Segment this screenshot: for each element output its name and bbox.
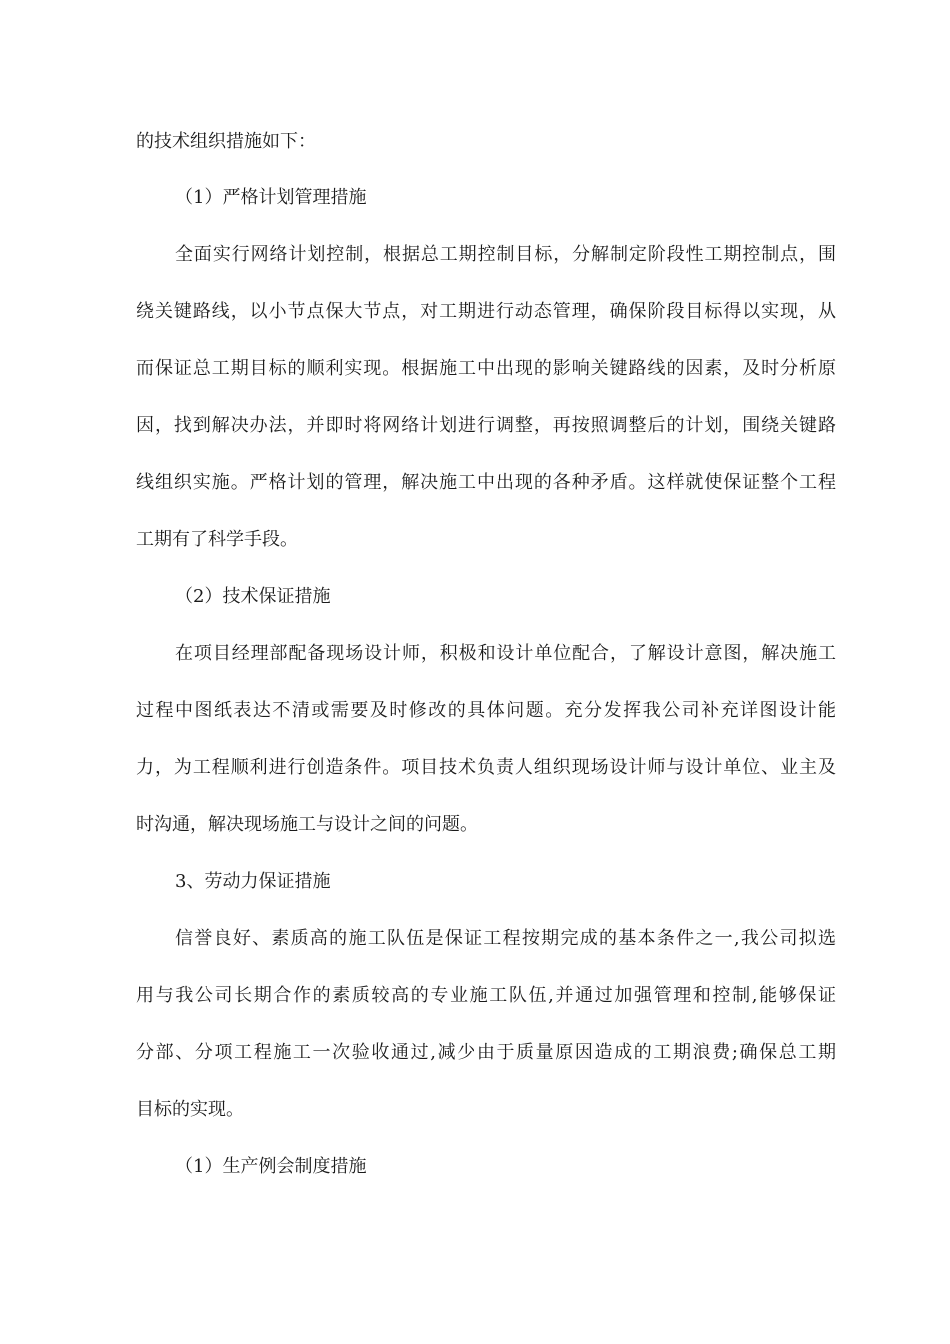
paragraph-line: 用与我公司长期合作的素质较高的专业施工队伍,并通过加强管理和控制,能够保证 bbox=[136, 985, 836, 1006]
paragraph-line: 分部、分项工程施工一次验收通过,减少由于质量原因造成的工期浪费;确保总工期 bbox=[136, 1042, 836, 1063]
section-heading-plan-management: （1）严格计划管理措施 bbox=[175, 187, 367, 208]
paragraph-line: 目标的实现。 bbox=[136, 1099, 244, 1120]
paragraph-line: 而保证总工期目标的顺利实现。根据施工中出现的影响关键路线的因素，及时分析原 bbox=[136, 358, 836, 379]
section-heading-labor-guarantee: 3、劳动力保证措施 bbox=[175, 871, 331, 892]
paragraph-line: 全面实行网络计划控制，根据总工期控制目标，分解制定阶段性工期控制点，围 bbox=[175, 244, 836, 265]
paragraph-line: 力，为工程顺利进行创造条件。项目技术负责人组织现场设计师与设计单位、业主及 bbox=[136, 757, 836, 778]
paragraph-line: 因，找到解决办法，并即时将网络计划进行调整，再按照调整后的计划，围绕关键路 bbox=[136, 415, 836, 436]
paragraph-line: 时沟通，解决现场施工与设计之间的问题。 bbox=[136, 814, 478, 835]
paragraph-line: 过程中图纸表达不清或需要及时修改的具体问题。充分发挥我公司补充详图设计能 bbox=[136, 700, 836, 721]
paragraph-line: 线组织实施。严格计划的管理，解决施工中出现的各种矛盾。这样就使保证整个工程 bbox=[136, 472, 836, 493]
paragraph-line: 信誉良好、素质高的施工队伍是保证工程按期完成的基本条件之一,我公司拟选 bbox=[175, 928, 836, 949]
paragraph-line: 绕关键路线，以小节点保大节点，对工期进行动态管理，确保阶段目标得以实现，从 bbox=[136, 301, 836, 322]
paragraph-line: 在项目经理部配备现场设计师，积极和设计单位配合，了解设计意图，解决施工 bbox=[175, 643, 836, 664]
intro-line: 的技术组织措施如下： bbox=[136, 131, 316, 152]
paragraph-line: 工期有了科学手段。 bbox=[136, 529, 298, 550]
section-heading-production-meeting: （1）生产例会制度措施 bbox=[175, 1156, 367, 1177]
section-heading-technical-guarantee: （2）技术保证措施 bbox=[175, 586, 331, 607]
